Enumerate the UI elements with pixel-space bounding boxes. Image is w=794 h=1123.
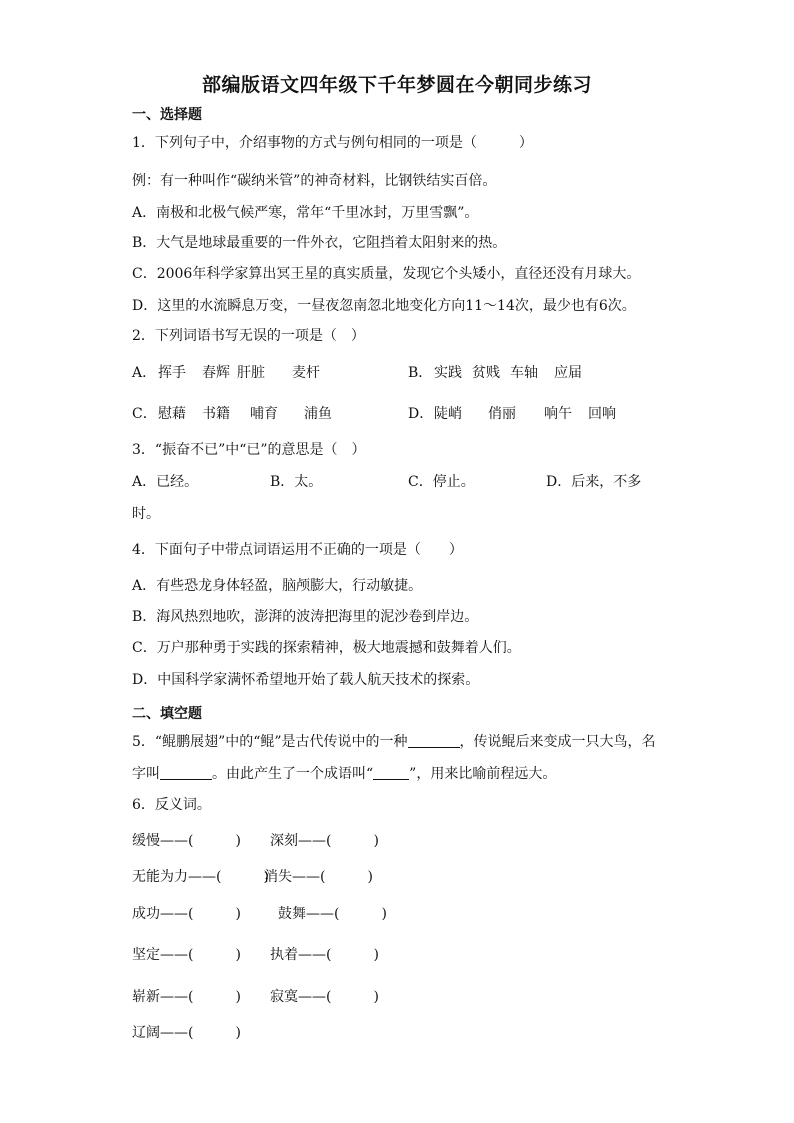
- q3-option-c: C．停止。: [408, 474, 475, 490]
- q2-b-word: 应届: [554, 365, 582, 381]
- q6-row-1: [132, 832, 672, 850]
- q6-item: 成功——( ): [132, 906, 241, 922]
- q5-line-1: [132, 733, 656, 751]
- q2-c-word: 浦鱼: [304, 406, 332, 422]
- q4-option-d: D．中国科学家满怀希望地开始了载人航天技术的探索。: [132, 672, 480, 688]
- q4-option-c: C．万户那种勇于实践的探索精神，极大地震撼和鼓舞着人们。: [132, 640, 521, 656]
- q3-stem: 3．“振奋不已”中“已”的意思是（ ）: [132, 442, 366, 458]
- q5-line-2: [132, 765, 556, 783]
- page-title: 部编版语文四年级下千年梦圆在今朝同步练习: [201, 74, 592, 96]
- q1-example: 例：有一种叫作“碳纳米管”的神奇材料，比钢铁结实百倍。: [132, 173, 497, 189]
- q6-item: 缓慢——( ): [132, 833, 241, 849]
- q1-option-b: B．大气是地球最重要的一件外衣，它阻挡着太阳射来的热。: [132, 235, 507, 251]
- q2-c-word: 哺育: [250, 406, 278, 422]
- q2-option-d-label: D．: [408, 406, 434, 422]
- q2-a-word: 挥手: [158, 365, 186, 381]
- q6-item: 鼓舞——( ): [278, 906, 387, 922]
- q6-stem: 6．反义词。: [132, 797, 211, 813]
- q5-text: ，传说鲲后来变成一只大鸟，名: [459, 734, 656, 750]
- q4-option-a: A．有些恐龙身体轻盈，脑颅膨大，行动敏捷。: [132, 578, 423, 594]
- q5-text: 5．“鲲鹏展翅”中的“鲲”是古代传说中的一种: [132, 734, 408, 750]
- q6-row-4: [132, 946, 672, 964]
- q5-text: ”，用来比喻前程远大。: [409, 766, 557, 782]
- q2-d-word: 回响: [588, 406, 616, 422]
- q5-text: 字叫: [132, 766, 160, 782]
- q2-c-word: 慰藉: [158, 406, 186, 422]
- q2-d-word: 响午: [544, 406, 572, 422]
- q6-item: 寂寞——( ): [270, 989, 379, 1005]
- q2-a-word: 春辉: [202, 365, 230, 381]
- q2-option-b-label: B．: [408, 365, 433, 381]
- q3-option-d-continued: 时。: [132, 506, 160, 522]
- q6-item: 无能为力——( ): [132, 869, 269, 885]
- q5-blank-2[interactable]: [160, 765, 212, 780]
- q6-item: 深刻——( ): [270, 833, 379, 849]
- q4-stem: 4．下面句子中带点词语运用不正确的一项是（ ）: [132, 542, 463, 558]
- q3-option-d: D．后来，不多: [546, 474, 642, 490]
- q2-a-word: 肝脏: [237, 365, 265, 381]
- q1-option-a: A．南极和北极气候严寒，常年“千里冰封，万里雪飘”。: [132, 205, 479, 221]
- q2-c-word: 书籍: [202, 406, 230, 422]
- q6-item: 执着——( ): [270, 947, 379, 963]
- q6-row-6: [132, 1024, 672, 1042]
- q2-a-word: 麦杆: [292, 365, 320, 381]
- q2-d-word: 俏丽: [488, 406, 516, 422]
- q2-option-c-label: C．: [132, 406, 157, 422]
- q6-item: 坚定——( ): [132, 947, 241, 963]
- q2-stem: 2．下列词语书写无误的一项是（ ）: [132, 328, 365, 344]
- q1-option-d: D．这里的水流瞬息万变，一昼夜忽南忽北地变化方向11～14次，最少也有6次。: [132, 298, 636, 314]
- q2-option-a-label: A．: [132, 365, 157, 381]
- q5-blank-3[interactable]: [373, 765, 409, 780]
- q6-row-3: [132, 905, 672, 923]
- q2-b-word: 实践: [434, 365, 462, 381]
- q6-row-2: [132, 868, 672, 886]
- q2-d-word: 陡峭: [434, 406, 462, 422]
- q3-option-a: A．已经。: [132, 474, 199, 490]
- q2-row-ab: [132, 364, 672, 382]
- q5-blank-1[interactable]: [408, 733, 460, 748]
- q6-row-5: [132, 988, 672, 1006]
- section-choice-heading: 一、选择题: [132, 107, 202, 123]
- q6-item: 辽阔——( ): [132, 1025, 241, 1041]
- q4-option-b: B．海风热烈地吹，澎湃的波涛把海里的泥沙卷到岸边。: [132, 609, 479, 625]
- q1-stem: 1．下列句子中，介绍事物的方式与例句相同的一项是（ ）: [132, 135, 533, 151]
- q2-b-word: 贫贱: [472, 365, 500, 381]
- section-fill-heading: 二、填空题: [132, 706, 202, 722]
- q2-row-cd: [132, 405, 672, 423]
- q6-item: 崭新——( ): [132, 989, 241, 1005]
- q3-option-b: B．太。: [270, 474, 323, 490]
- q2-b-word: 车轴: [510, 365, 538, 381]
- q1-option-c: C．2006年科学家算出冥王星的真实质量，发现它个头矮小，直径还没有月球大。: [132, 266, 641, 282]
- q5-text: 。由此产生了一个成语叫“: [212, 766, 374, 782]
- q6-item: 消失——( ): [264, 869, 373, 885]
- q3-options: [132, 473, 672, 491]
